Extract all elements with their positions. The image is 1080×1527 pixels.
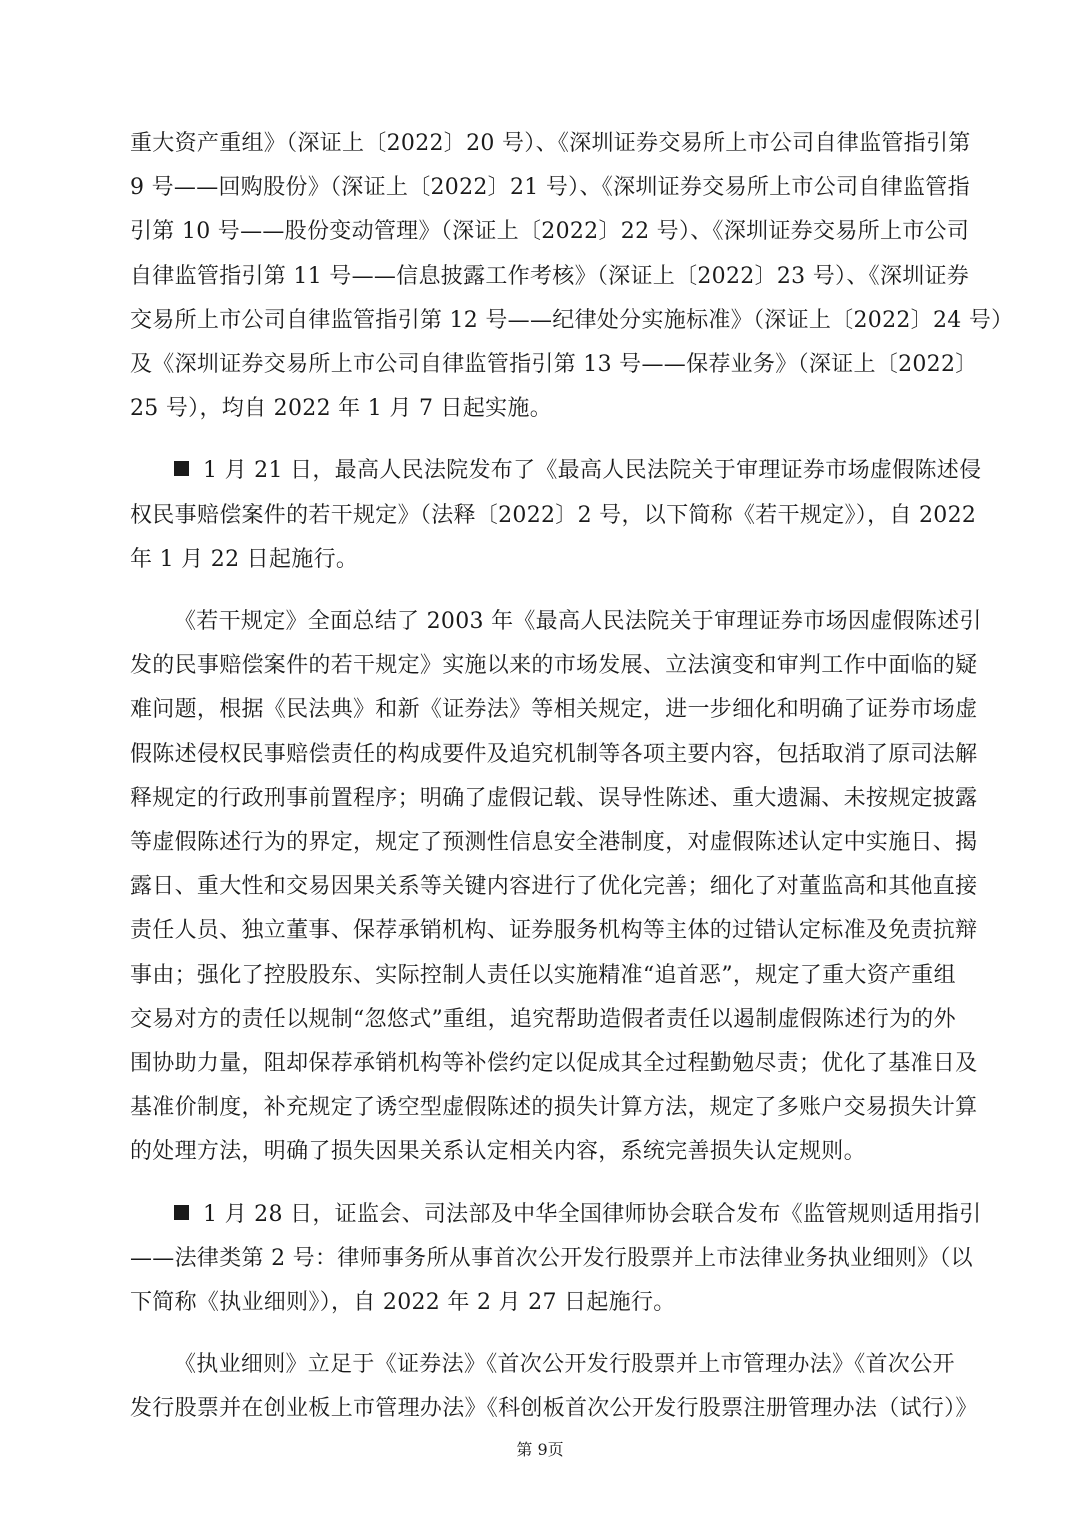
text-line: 释规定的行政刑事前置程序；明确了虚假记载、误导性陈述、重大遗漏、未按规定披露 xyxy=(130,785,978,811)
text-line: 交易所上市公司自律监管指引第 12 号——纪律处分实施标准》（深证上〔2022〕24 号） xyxy=(130,307,1014,333)
bullet-paragraph xyxy=(130,1193,982,1326)
text-line: 权民事赔偿案件的若干规定》（法释〔2022〕2 号，以下简称《若干规定》），自 2022 xyxy=(130,502,977,528)
text-line: 事由；强化了控股股东、实际控制人责任以实施精准“追首恶”，规定了重大资产重组 xyxy=(130,962,956,988)
text-line: 露日、重大性和交易因果关系等关键内容进行了优化完善；细化了对董监高和其他直接 xyxy=(130,874,978,900)
text-line xyxy=(130,1193,982,1237)
text-line xyxy=(130,449,982,493)
paragraph-gap xyxy=(130,431,952,449)
paragraph-gap xyxy=(130,1325,952,1343)
text-line: 年 1 月 22 日起施行。 xyxy=(130,546,359,572)
text-line: 发的民事赔偿案件的若干规定》实施以来的市场发展、立法演变和审判工作中面临的疑 xyxy=(130,653,978,679)
text-line: 9 号——回购股份》（深证上〔2022〕21 号）、《深圳证券交易所上市公司自律监管指 xyxy=(130,175,970,201)
text-line: 的处理方法，明确了损失因果关系认定相关内容，系统完善损失认定规则。 xyxy=(130,1139,866,1165)
text-line: 假陈述侵权民事赔偿责任的构成要件及追究机制等各项主要内容，包括取消了原司法解 xyxy=(130,741,978,767)
text-line: 引第 10 号——股份变动管理》（深证上〔2022〕22 号）、《深圳证券交易所上市公司 xyxy=(130,219,970,245)
square-bullet-icon xyxy=(174,461,189,476)
text-line: 自律监管指引第 11 号——信息披露工作考核》（深证上〔2022〕23 号）、《深圳证券 xyxy=(130,263,970,289)
text-line: 1 月 21 日，最高人民法院发布了《最高人民法院关于审理证券市场虚假陈述侵 xyxy=(203,458,982,484)
text-line: 重大资产重组》（深证上〔2022〕20 号）、《深圳证券交易所上市公司自律监管指引第 xyxy=(130,131,971,156)
text-line: 基准价制度，补充规定了诱空型虚假陈述的损失计算方法，规定了多账户交易损失计算 xyxy=(130,1095,978,1121)
text-line: 发行股票并在创业板上市管理办法》《科创板首次公开发行股票注册管理办法（试行）》 xyxy=(130,1396,978,1422)
text-line: 下简称《执业细则》），自 2022 年 2 月 27 日起施行。 xyxy=(130,1290,676,1316)
text-line: ——法律类第 2 号：律师事务所从事首次公开发行股票并上市法律业务执业细则》（以 xyxy=(130,1245,973,1271)
text-line: 交易对方的责任以规制“忽悠式”重组，追究帮助造假者责任以遏制虚假陈述行为的外 xyxy=(130,1006,956,1032)
document-body xyxy=(130,122,1014,1432)
text-line: 1 月 28 日，证监会、司法部及中华全国律师协会联合发布《监管规则适用指引 xyxy=(203,1201,982,1227)
text-line: 围协助力量，阻却保荐承销机构等补偿约定以促成其全过程勤勉尽责；优化了基准日及 xyxy=(130,1051,978,1077)
body-paragraph xyxy=(130,122,1014,431)
text-line: 等虚假陈述行为的界定，规定了预测性信息安全港制度，对虚假陈述认定中实施日、揭 xyxy=(130,830,978,856)
text-line: 25 号），均自 2022 年 1 月 7 日起实施。 xyxy=(130,396,553,422)
text-line: 难问题，根据《民法典》和新《证券法》等相关规定，进一步细化和明确了证券市场虚 xyxy=(130,697,978,723)
page-number: 第 9页 xyxy=(516,1440,564,1459)
text-line: 《执业细则》立足于《证券法》《首次公开发行股票并上市管理办法》《首次公开 xyxy=(174,1352,955,1378)
paragraph-gap xyxy=(130,1175,952,1193)
text-line: 《若干规定》全面总结了 2003 年《最高人民法院关于审理证券市场因虚假陈述引 xyxy=(174,609,982,635)
text-line: 责任人员、独立董事、保荐承销机构、证券服务机构等主体的过错认定标准及免责抗辩 xyxy=(130,918,978,944)
text-line: 及《深圳证券交易所上市公司自律监管指引第 13 号——保荐业务》（深证上〔2022〕 xyxy=(130,352,978,378)
paragraph-gap xyxy=(130,582,952,600)
body-paragraph xyxy=(130,1343,978,1431)
body-paragraph xyxy=(130,600,982,1175)
square-bullet-icon xyxy=(174,1205,189,1220)
bullet-paragraph xyxy=(130,449,982,582)
